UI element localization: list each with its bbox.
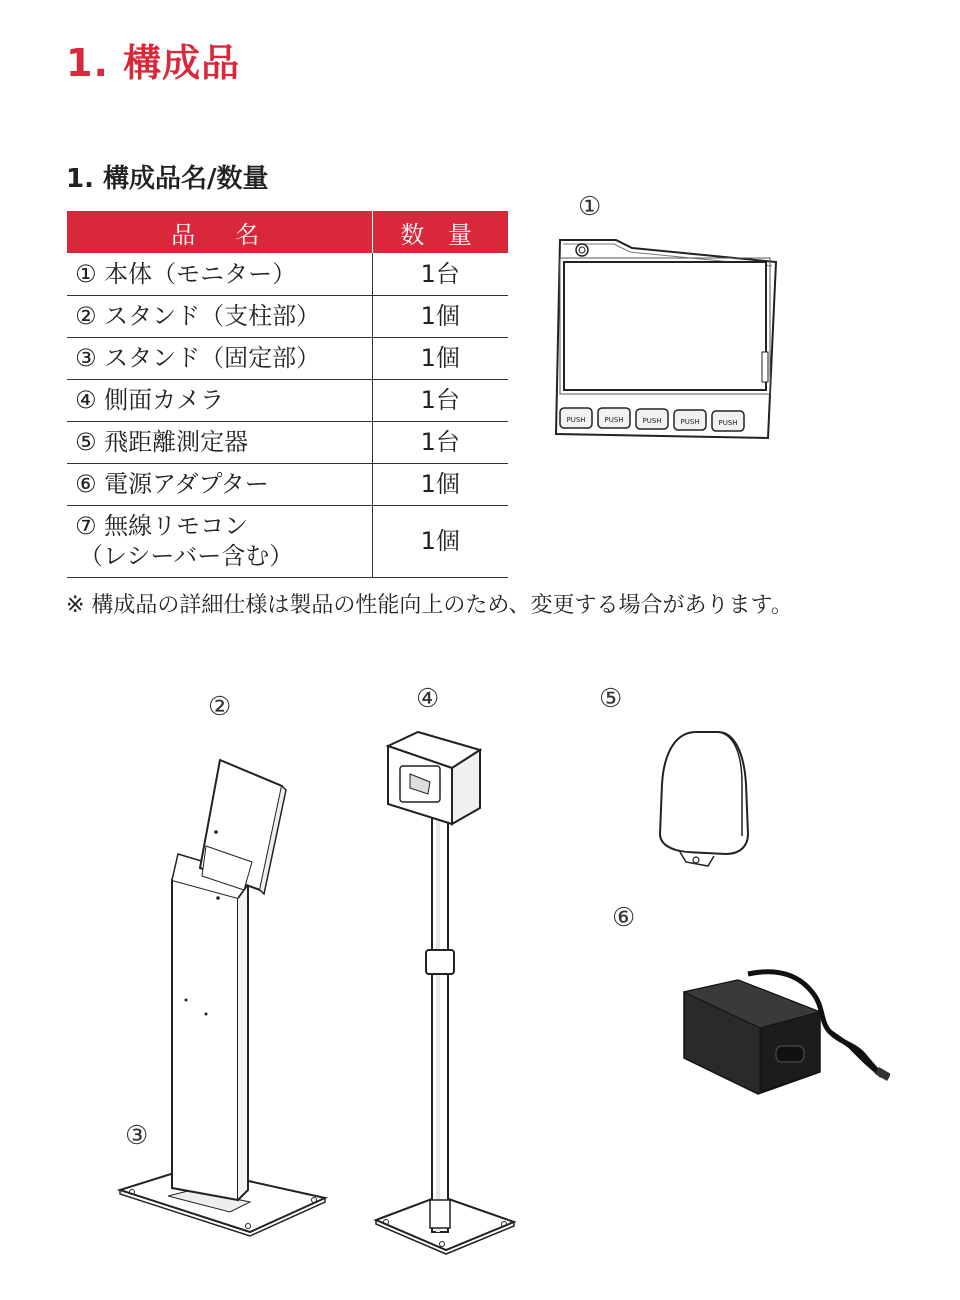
part-name <box>67 505 372 577</box>
label-stand-pole: ② <box>208 692 232 722</box>
table-row <box>67 379 508 421</box>
table-row <box>67 253 508 295</box>
push-button-label: PUSH <box>604 416 624 424</box>
table-row <box>67 505 508 577</box>
part-name-line1: ⑦ 無線リモコン <box>75 512 249 540</box>
push-button-label: PUSH <box>718 419 738 427</box>
part-quantity: 1個 <box>372 505 508 577</box>
section-title: 1. 構成品名/数量 <box>66 164 269 194</box>
table-header-row <box>67 211 508 253</box>
header-name: 品 名 <box>67 211 372 253</box>
part-quantity: 1台 <box>372 253 508 295</box>
spec-note: ※ 構成品の詳細仕様は製品の性能向上のため、変更する場合があります。 <box>66 593 793 618</box>
part-name-line2: （レシーバー含む） <box>79 542 294 570</box>
part-quantity: 1台 <box>372 421 508 463</box>
header-quantity: 数 量 <box>372 211 508 253</box>
push-button-label: PUSH <box>566 416 586 424</box>
label-camera: ④ <box>416 684 440 714</box>
part-name: ④ 側面カメラ <box>67 379 372 421</box>
monitor-illustration <box>546 232 786 448</box>
page-title: 1. 構成品 <box>66 41 241 85</box>
parts-table <box>67 211 508 578</box>
label-sensor: ⑤ <box>599 684 623 714</box>
label-adapter: ⑥ <box>612 903 636 933</box>
label-monitor: ① <box>578 192 602 222</box>
stand-illustration <box>110 750 340 1250</box>
push-button-label: PUSH <box>642 417 662 425</box>
part-quantity: 1個 <box>372 295 508 337</box>
part-quantity: 1個 <box>372 337 508 379</box>
part-name: ⑤ 飛距離測定器 <box>67 421 372 463</box>
sensor-illustration <box>656 724 756 876</box>
part-quantity: 1台 <box>372 379 508 421</box>
table-row <box>67 337 508 379</box>
part-name: ③ スタンド（固定部） <box>67 337 372 379</box>
table-row <box>67 463 508 505</box>
push-buttons <box>560 408 744 431</box>
adapter-illustration <box>680 962 890 1102</box>
label-stand-base: ③ <box>125 1121 149 1151</box>
table-row <box>67 421 508 463</box>
push-button-label: PUSH <box>680 418 700 426</box>
part-name: ⑥ 電源アダプター <box>67 463 372 505</box>
camera-illustration <box>370 724 520 1260</box>
part-quantity: 1個 <box>372 463 508 505</box>
part-name: ② スタンド（支柱部） <box>67 295 372 337</box>
table-row <box>67 295 508 337</box>
part-name: ① 本体（モニター） <box>67 253 372 295</box>
